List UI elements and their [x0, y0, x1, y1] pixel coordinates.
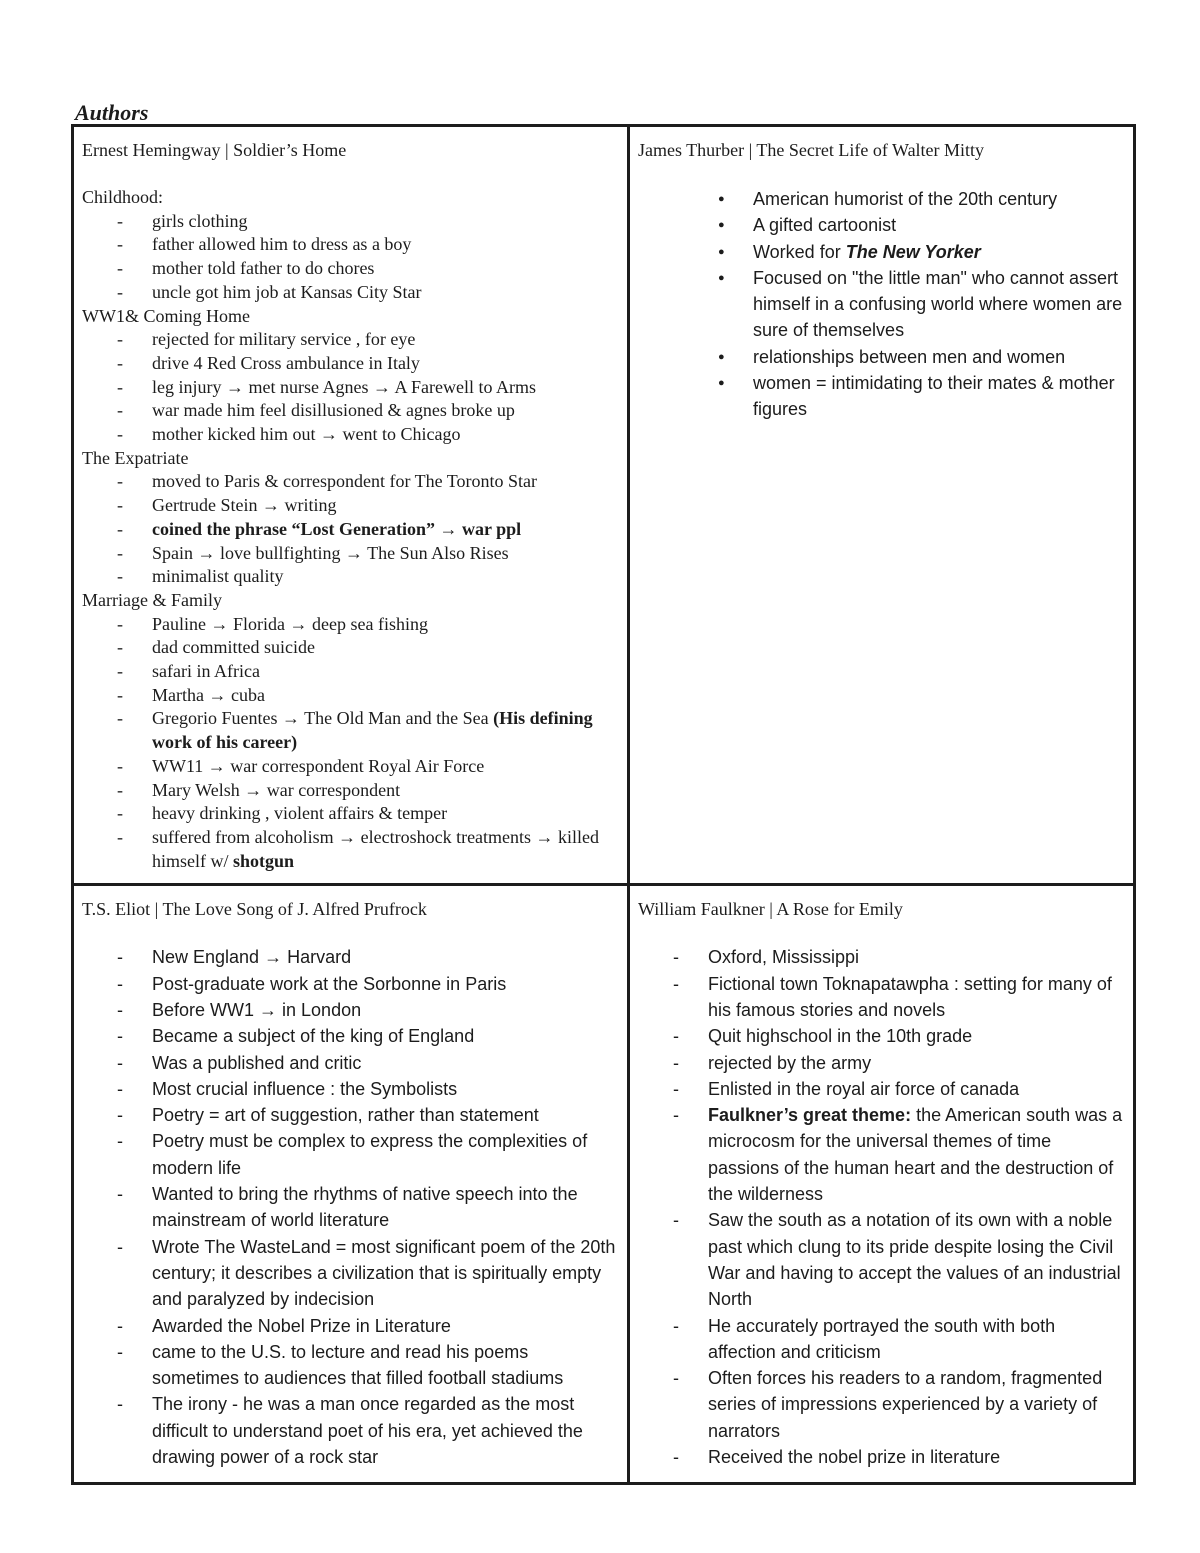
item-text: Gertrude Stein → writing — [152, 495, 337, 516]
list-item — [152, 660, 619, 684]
item-text: Enlisted in the royal air force of canada — [708, 1078, 1020, 1099]
item-text: He accurately portrayed the south with both affection and criticism — [708, 1315, 1056, 1362]
list-item — [152, 971, 619, 997]
thurber-cell — [629, 126, 1135, 885]
list-item — [708, 1365, 1125, 1444]
item-text: rejected by the army — [708, 1052, 872, 1073]
list-item — [152, 1234, 619, 1313]
list-item — [708, 944, 1125, 970]
item-text: Martha → cuba — [152, 684, 265, 705]
item-text: Focused on "the little man" who cannot assert himself in a confusing world where women are sure of themselves — [753, 267, 1123, 341]
list-item — [152, 1391, 619, 1470]
item-text: mother kicked him out → went to Chicago — [152, 424, 461, 445]
item-text: Worked for — [753, 241, 846, 262]
list-item — [152, 779, 619, 803]
list-item — [152, 1339, 619, 1392]
list-item — [152, 997, 619, 1023]
list-item — [753, 344, 1125, 370]
list-item — [152, 423, 619, 447]
section-list — [82, 613, 619, 874]
list-item — [753, 265, 1125, 344]
authors-table — [71, 124, 1136, 1485]
item-text: A gifted cartoonist — [753, 215, 897, 236]
item-text: war made him feel disillusioned & agnes broke up — [152, 400, 515, 421]
list-item — [152, 1076, 619, 1102]
list-item — [708, 1076, 1125, 1102]
list-item — [152, 328, 619, 352]
list-item — [152, 826, 619, 873]
list-item — [152, 565, 619, 589]
item-text: uncle got him job at Kansas City Star — [152, 281, 422, 302]
list-item — [152, 684, 619, 708]
item-text: safari in Africa — [152, 661, 260, 682]
item-text: Wanted to bring the rhythms of native speech into the mainstream of world literature — [152, 1184, 578, 1231]
item-text: suffered from alcoholism → electroshock treatments → killed himself w/ — [152, 826, 600, 871]
item-text: Was a published and critic — [152, 1052, 362, 1073]
item-text: Mary Welsh → war correspondent — [152, 779, 401, 800]
item-text: women = intimidating to their mates & mother figures — [753, 373, 1115, 420]
list-item — [152, 802, 619, 826]
hemingway-notes — [82, 186, 619, 873]
section-list — [82, 210, 619, 305]
list-item — [708, 1207, 1125, 1312]
list-item — [708, 1023, 1125, 1049]
item-emphasis: Faulkner’s great theme: — [708, 1105, 912, 1126]
item-text: Fictional town Toknapatawpha : setting for many of his famous stories and novels — [708, 973, 1112, 1020]
section-list — [82, 328, 619, 447]
item-text: drive 4 Red Cross ambulance in Italy — [152, 352, 420, 373]
eliot-notes — [82, 944, 619, 1470]
list-item — [152, 352, 619, 376]
item-text: father allowed him to dress as a boy — [152, 234, 412, 255]
list-item — [708, 1050, 1125, 1076]
list-item — [152, 1313, 619, 1339]
faulkner-notes — [638, 944, 1125, 1470]
list-item — [152, 257, 619, 281]
list-item — [152, 636, 619, 660]
list-item — [152, 233, 619, 257]
list-item — [152, 1102, 619, 1128]
list-item — [152, 494, 619, 518]
item-text: Most crucial influence : the Symbolists — [152, 1078, 458, 1099]
thurber-notes — [638, 186, 1125, 423]
list-item — [152, 399, 619, 423]
item-text: Poetry = art of suggestion, rather than statement — [152, 1105, 539, 1126]
item-text: WW11 → war correspondent Royal Air Force — [152, 755, 485, 776]
item-text: The irony - he was a man once regarded as the most difficult to understand poet of his era, yet achieved the drawing power of a rock star — [152, 1394, 583, 1468]
section-heading: WW1& Coming Home — [82, 305, 250, 326]
section-heading: Marriage & Family — [82, 589, 222, 610]
item-text: Often forces his readers to a random, fragmented series of impressions experienced by a variety of narrators — [708, 1368, 1103, 1441]
item-text: Post-graduate work at the Sorbonne in Paris — [152, 973, 507, 994]
list-item — [708, 1102, 1125, 1207]
item-text: New England → Harvard — [152, 947, 352, 968]
item-text: minimalist quality — [152, 566, 284, 587]
page-title: Authors — [75, 100, 149, 125]
section-heading: The Expatriate — [82, 447, 189, 468]
eliot-cell — [73, 885, 629, 1484]
list-item — [753, 186, 1125, 212]
table-row — [73, 126, 1135, 885]
item-text: Received the nobel prize in literature — [708, 1447, 1001, 1468]
item-text: mother told father to do chores — [152, 258, 375, 279]
item-text: Saw the south as a notation of its own with a noble past which clung to its pride despite losing the Civil War and having to accept the values of an industrial North — [708, 1210, 1121, 1310]
list-item — [708, 1444, 1125, 1470]
cell-title: Ernest Hemingway | Soldier’s Home — [82, 140, 347, 160]
cell-title: T.S. Eliot | The Love Song of J. Alfred Prufrock — [82, 899, 427, 920]
list-item — [152, 210, 619, 234]
list-item — [152, 281, 619, 305]
list-item — [708, 971, 1125, 1024]
item-text: rejected for military service , for eye — [152, 329, 416, 350]
list-item — [152, 707, 619, 754]
item-emphasis: The New Yorker — [845, 241, 981, 262]
faulkner-cell — [629, 885, 1135, 1484]
item-text: Wrote The WasteLand = most significant poem of the 20th century; it describes a civilization that is spiritually empty and paralyzed by indecision — [152, 1236, 616, 1310]
hemingway-cell — [73, 126, 629, 885]
list-item — [753, 370, 1125, 423]
cell-title: James Thurber | The Secret Life of Walter Mitty — [638, 140, 985, 160]
item-text: relationships between men and women — [753, 346, 1066, 367]
list-item — [152, 1128, 619, 1181]
list-item — [152, 613, 619, 637]
item-text: girls clothing — [152, 210, 248, 231]
list-item — [753, 239, 1125, 265]
list-item — [708, 1313, 1125, 1366]
list-item — [152, 542, 619, 566]
item-text: Gregorio Fuentes → The Old Man and the Sea — [152, 708, 494, 729]
list-item — [152, 376, 619, 400]
item-text: Before WW1 → in London — [152, 999, 362, 1020]
list-item — [152, 1050, 619, 1076]
list-item — [753, 212, 1125, 238]
list-item — [152, 470, 619, 494]
item-text: Poetry must be complex to express the complexities of modern life — [152, 1131, 588, 1178]
cell-title: William Faulkner | A Rose for Emily — [638, 899, 903, 920]
item-text: coined the phrase “Lost Generation” → war ppl — [152, 518, 522, 539]
list-item — [152, 755, 619, 779]
list-item — [152, 1181, 619, 1234]
item-text: Quit highschool in the 10th grade — [708, 1026, 973, 1047]
item-emphasis: shotgun — [233, 850, 295, 871]
item-text: dad committed suicide — [152, 637, 315, 658]
item-text: Spain → love bullfighting → The Sun Also Rises — [152, 542, 509, 563]
list-item — [152, 944, 619, 970]
item-text: American humorist of the 20th century — [753, 189, 1058, 209]
table-row — [73, 885, 1135, 1484]
item-text: Oxford, Mississippi — [708, 947, 860, 968]
item-text: Became a subject of the king of England — [152, 1026, 475, 1047]
item-text: Awarded the Nobel Prize in Literature — [152, 1315, 451, 1336]
list-item — [152, 518, 619, 542]
section-list — [82, 470, 619, 589]
item-text: heavy drinking , violent affairs & temper — [152, 803, 448, 824]
section-heading: Childhood: — [82, 187, 164, 207]
item-text: moved to Paris & correspondent for The Toronto Star — [152, 471, 538, 492]
item-text: came to the U.S. to lecture and read his poems sometimes to audiences that filled football stadiums — [152, 1341, 564, 1389]
item-emphasis: (His defining work of his career) — [152, 708, 593, 753]
list-item — [152, 1023, 619, 1049]
item-text: Pauline → Florida → deep sea fishing — [152, 613, 428, 634]
item-text: leg injury → met nurse Agnes → A Farewell to Arms — [152, 376, 536, 397]
item-text: the American south was a microcosm for the universal themes of time passions of the human heart and the destruction of the wilderness — [708, 1105, 1123, 1205]
